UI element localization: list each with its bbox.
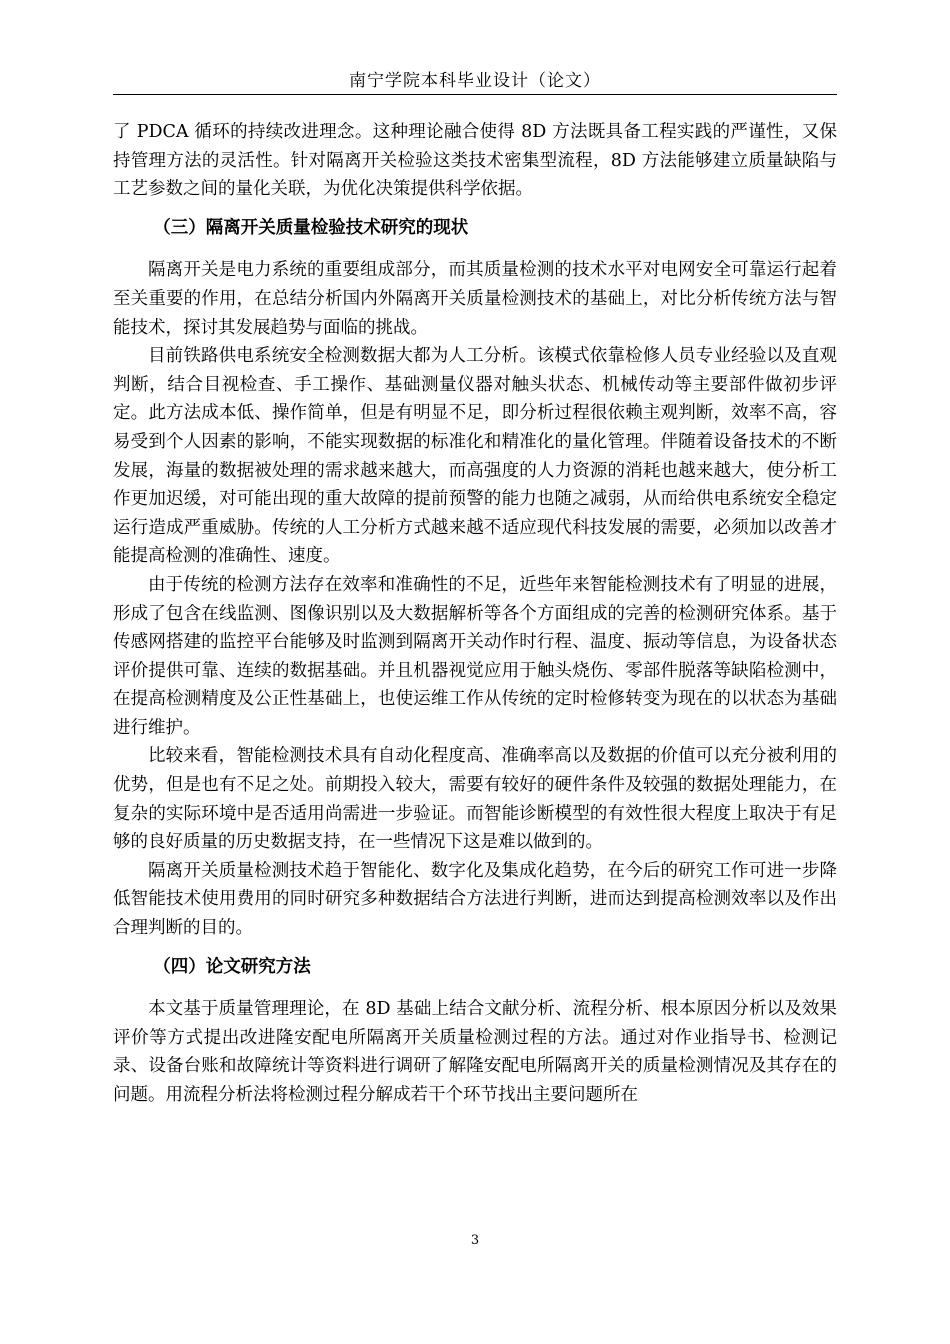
spacer [113,204,837,214]
header-rule [113,94,837,95]
spacer [113,981,837,995]
spacer [113,943,837,953]
paragraph: 由于传统的检测方法存在效率和准确性的不足，近些年来智能检测技术有了明显的进展，形成了包含在线监测、图像识别以及大数据解析等各个方面组成的完善的检测研究体系。基于传感网搭建的监控平台能够及时监测到隔离开关动作时行程、温度、振动等信息，为设备状态评价提供可靠、连续的数据基础。并且机器视觉应用于触头烧伤、零部件脱落等缺陷检测中，在提高检测精度及公正性基础上，也使运维工作从传统的定时检修转变为现在的以状态为基础进行维护。 [113,574,837,738]
paragraph: 本文基于质量管理理论，在 8D 基础上结合文献分析、流程分析、根本原因分析以及效果评价等方式提出改进隆安配电所隔离开关质量检测过程的方法。通过对作业指导书、检测记录、设备台账和故障统计等资料进行调研了解隆安配电所隔离开关的质量检测情况及其存在的问题。用流程分析法将检测过程分解成若干个环节找出主要问题所在 [113,999,837,1105]
paragraph: 目前铁路供电系统安全检测数据大都为人工分析。该模式依靠检修人员专业经验以及直观判断，结合目视检查、手工操作、基础测量仪器对触头状态、机械传动等主要部件做初步评定。此方法成本低、操作简单，但是有明显不足，即分析过程很依赖主观判断，效率不高，容易受到个人因素的影响，不能实现数据的标准化和精准化的量化管理。伴随着设备技术的不断发展，海量的数据被处理的需求越来越大，而高强度的人力资源的消耗也越来越大，使分析工作更加迟缓，对可能出现的重大故障的提前预警的能力也随之减弱，从而给供电系统安全稳定运行造成严重威胁。传统的人工分析方式越来越不适应现代科技发展的需要，必须加以改善才能提高检测的准确性、速度。 [113,346,837,567]
paragraph: 隔离开关质量检测技术趋于智能化、数字化及集成化趋势，在今后的研究工作可进一步降低智能技术使用费用的同时研究多种数据结合方法进行判断，进而达到提高检测效率以及作出合理判断的目的。 [113,860,837,939]
paragraph: 比较来看，智能检测技术具有自动化程度高、准确率高以及数据的价值可以充分被利用的优势，但是也有不足之处。前期投入较大，需要有较好的硬件条件及较强的数据处理能力，在复杂的实际环境中是否适用尚需进一步验证。而智能诊断模型的有效性很大程度上取决于有足够的良好质量的历史数据支持，在一些情况下这是难以做到的。 [113,746,837,853]
spacer [113,242,837,256]
paragraph-continued: 了 PDCA 循环的持续改进理念。这种理论融合使得 8D 方法既具备工程实践的严谨性，又保持管理方法的灵活性。针对隔离开关检验这类技术密集型流程，8D 方法能够建立质量缺陷与工艺参数之间的量化关联，为优化决策提供科学依据。 [113,122,837,200]
page-number: 3 [470,1233,480,1248]
body-text [113,118,837,1110]
paragraph: 隔离开关是电力系统的重要组成部分，而其质量检测的技术水平对电网安全可靠运行起着至关重要的作用，在总结分析国内外隔离开关质量检测技术的基础上，对比分析传统方法与智能技术，探讨其发展趋势与面临的挑战。 [113,260,837,338]
running-header: 南宁学院本科毕业设计（论文） [349,71,601,91]
section-heading-3: （三）隔离开关质量检验技术研究的现状 [153,217,469,238]
section-heading-4: （四）论文研究方法 [153,956,311,977]
